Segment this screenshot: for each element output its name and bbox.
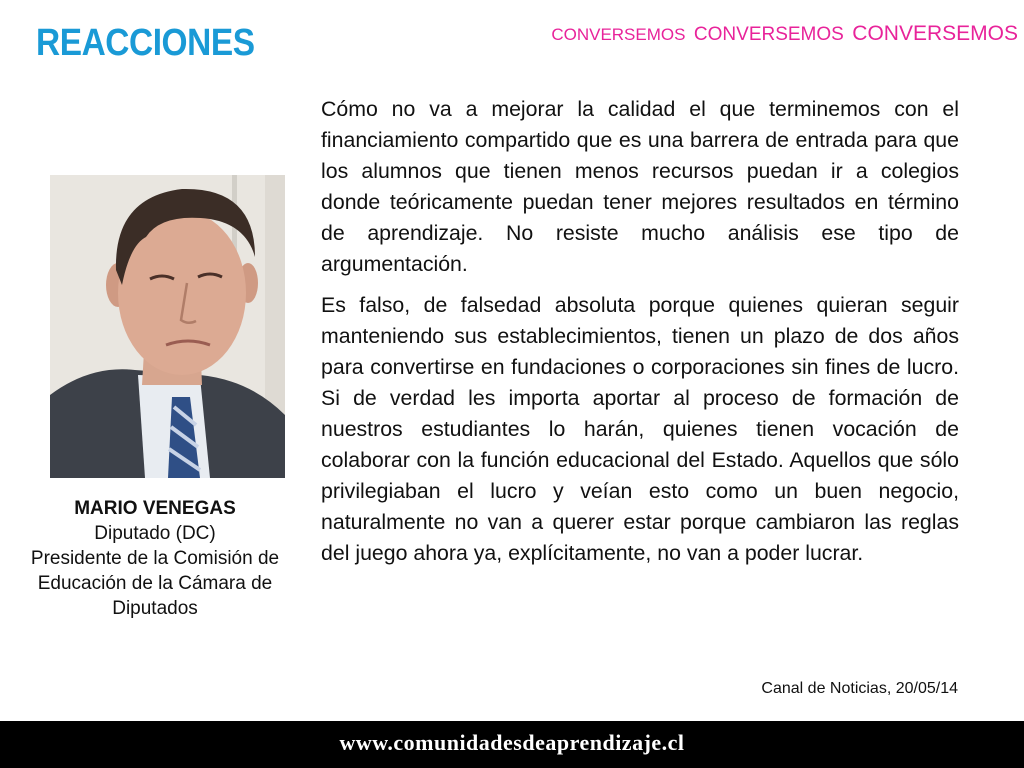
- header-tagline: [551, 22, 1018, 46]
- profile-name: MARIO VENEGAS: [74, 498, 236, 519]
- profile-position-line-2: Educación de la Cámara de: [37, 573, 273, 594]
- footer-url: www.comunidadesdeaprendizaje.cl: [339, 730, 685, 755]
- profile-role: Diputado (DC): [94, 523, 216, 544]
- quote-body: [321, 94, 959, 579]
- tagline-word-1: CONVERSEMOS: [551, 25, 686, 44]
- portrait-photo: [50, 175, 285, 478]
- quote-paragraph-2: Es falso, de falsedad absoluta porque quienes quieran seguir manteniendo sus establecimientos, tienen un plazo de dos años para convertirse en fundaciones o corporaciones sin fines de lucro. Si de verdad les importa aportar al proceso de formación de nuestros estudiantes lo harán, quienes tienen vocación de colaborar con la función educacional del Estado. Aquellos que sólo privilegiaban el lucro y veían esto como un buen negocio, naturalmente no van a querer estar porque cambiaron las reglas del juego ahora ya, explícitamente, no van a poder lucrar.: [321, 293, 959, 565]
- profile-caption: [0, 496, 310, 621]
- quote-source: Canal de Noticias, 20/05/14: [761, 680, 958, 697]
- profile-position-line-3: Diputados: [112, 598, 198, 619]
- profile-position-line-1: Presidente de la Comisión de: [30, 548, 280, 569]
- tagline-word-3: CONVERSEMOS: [852, 22, 1018, 45]
- tagline-word-2: CONVERSEMOS: [693, 24, 844, 45]
- quote-paragraph-1: Cómo no va a mejorar la calidad el que terminemos con el financiamiento compartido que es una barrera de entrada para que los alumnos que tienen menos recursos puedan ir a colegios donde teóricamente puedan tener mejores resultados en término de aprendizaje. No resiste mucho análisis ese tipo de argumentación.: [321, 97, 959, 276]
- footer-bar: [0, 721, 1024, 768]
- page-title: REACCIONES: [36, 22, 255, 64]
